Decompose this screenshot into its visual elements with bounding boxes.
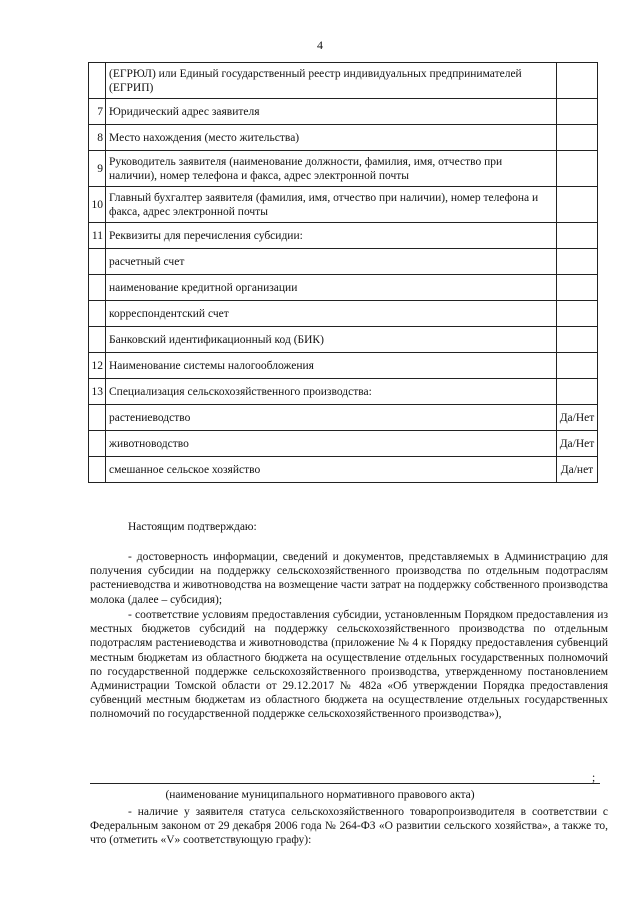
- row-number: 11: [89, 223, 106, 249]
- row-value[interactable]: Да/Нет: [557, 431, 598, 457]
- table-row: [89, 187, 598, 223]
- row-label: животноводство: [106, 431, 557, 457]
- row-label: Специализация сельскохозяйственного производства:: [106, 379, 557, 405]
- row-value[interactable]: Да/нет: [557, 457, 598, 483]
- row-label: растениеводство: [106, 405, 557, 431]
- row-number: 8: [89, 125, 106, 151]
- table-row: [89, 249, 598, 275]
- row-number: [89, 431, 106, 457]
- paragraph-status: - наличие у заявителя статуса сельскохозяйственного товаропроизводителя в соответствии с Федеральным законом от 29 декабря 2006 года № 264-ФЗ «О развитии сельского хозяйства», а также то, что (отметить «V» соответствующую графу):: [90, 806, 608, 847]
- row-number: 9: [89, 151, 106, 187]
- row-label: Место нахождения (место жительства): [106, 125, 557, 151]
- row-value[interactable]: [557, 125, 598, 151]
- paragraph-reliability: - достоверность информации, сведений и документов, представляемых в Администрацию для получения субсидии на поддержку сельскохозяйственного производства по отдельным подотраслям растениеводства и животноводства на возмещение части затрат на поддержку собственного производства молока (далее – субсидия);: [90, 551, 608, 606]
- row-label: Банковский идентификационный код (БИК): [106, 327, 557, 353]
- row-number: [89, 327, 106, 353]
- table-row: [89, 327, 598, 353]
- row-label: Руководитель заявителя (наименование должности, фамилия, имя, отчество при наличии), номер телефона и факса, адрес электронной почты: [106, 151, 557, 187]
- row-value[interactable]: [557, 99, 598, 125]
- row-value[interactable]: [557, 301, 598, 327]
- row-value[interactable]: [557, 379, 598, 405]
- table-row: [89, 431, 598, 457]
- row-label: Юридический адрес заявителя: [106, 99, 557, 125]
- row-value[interactable]: [557, 275, 598, 301]
- page-number: 4: [317, 38, 323, 52]
- table-row: [89, 151, 598, 187]
- row-number: 7: [89, 99, 106, 125]
- row-label: смешанное сельское хозяйство: [106, 457, 557, 483]
- row-label: расчетный счет: [106, 249, 557, 275]
- row-number: [89, 249, 106, 275]
- table-row: [89, 353, 598, 379]
- row-number: [89, 275, 106, 301]
- table-row: [89, 63, 598, 99]
- row-label: корреспондентский счет: [106, 301, 557, 327]
- line-end-mark: ;: [592, 772, 596, 784]
- paragraph-conditions: [90, 608, 608, 722]
- row-number: 10: [89, 187, 106, 223]
- row-label: Наименование системы налогообложения: [106, 353, 557, 379]
- confirm-heading: Настоящим подтверждаю:: [128, 521, 257, 533]
- row-value[interactable]: [557, 327, 598, 353]
- table-row: [89, 301, 598, 327]
- applicant-info-table: [88, 62, 598, 483]
- row-value[interactable]: [557, 249, 598, 275]
- row-number: [89, 405, 106, 431]
- table-row: [89, 99, 598, 125]
- row-number: [89, 457, 106, 483]
- paragraph-conditions-text: - соответствие условиям предоставления субсидии, установленным Порядком предоставления из местных бюджетов субсидий на поддержку сельскохозяйственного производства по отдельным подотраслям растениеводства и животноводства (приложение № 4 к Порядку предоставления субвенций местным бюджетам из областного бюджета на осуществление отдельных государственных полномочий по государственной поддержке сельскохозяйственного производства, утвержденному постановлением Администрации Томской области от 29.12.2017 № 482а «Об утверждении Порядка предоставления субвенций местным бюджетам из областного бюджета на осуществление отдельных государственных полномочий по государственной поддержке сельскохозяйственного производства»),: [90, 609, 608, 721]
- row-value[interactable]: Да/Нет: [557, 405, 598, 431]
- table-row: [89, 275, 598, 301]
- row-value[interactable]: [557, 187, 598, 223]
- row-number: [89, 301, 106, 327]
- row-value[interactable]: [557, 63, 598, 99]
- row-label: (ЕГРЮЛ) или Единый государственный реестр индивидуальных предпринимателей (ЕГРИП): [106, 63, 557, 99]
- row-number: [89, 63, 106, 99]
- row-value[interactable]: [557, 151, 598, 187]
- row-label: Реквизиты для перечисления субсидии:: [106, 223, 557, 249]
- row-value[interactable]: [557, 353, 598, 379]
- row-value[interactable]: [557, 223, 598, 249]
- table-row: [89, 125, 598, 151]
- row-label: Главный бухгалтер заявителя (фамилия, имя, отчество при наличии), номер телефона и факса, адрес электронной почты: [106, 187, 557, 223]
- row-number: 13: [89, 379, 106, 405]
- table-row: [89, 457, 598, 483]
- fill-in-line: [90, 783, 600, 784]
- table-row: [89, 223, 598, 249]
- legal-act-caption: (наименование муниципального нормативного правового акта): [165, 789, 475, 801]
- row-number: 12: [89, 353, 106, 379]
- row-label: наименование кредитной организации: [106, 275, 557, 301]
- table-row: [89, 379, 598, 405]
- table-row: [89, 405, 598, 431]
